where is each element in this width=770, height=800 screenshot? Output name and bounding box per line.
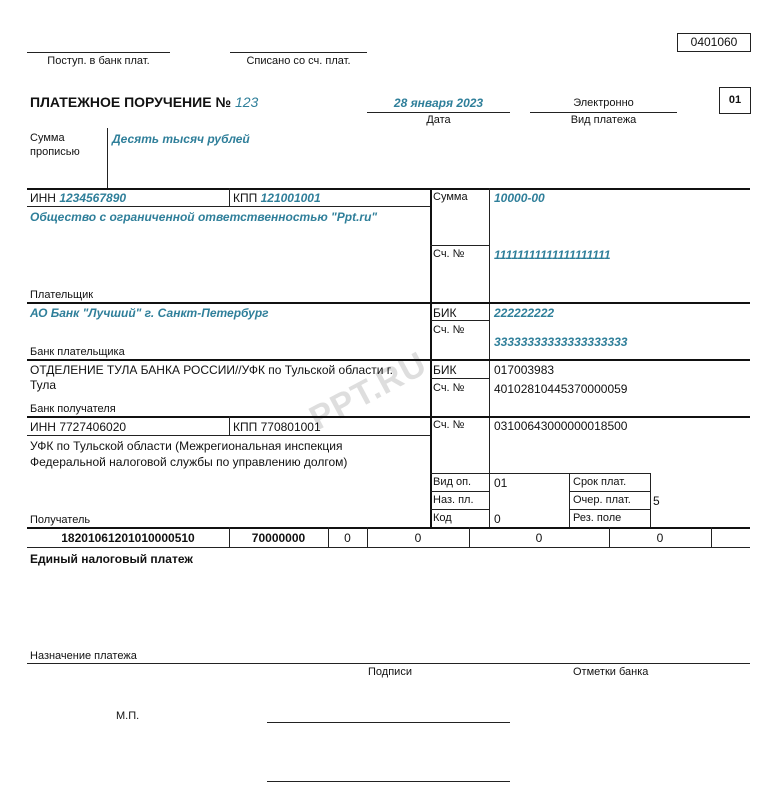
purpose-label: Назначение платежа [30,650,137,662]
ocher-label: Очер. плат. [573,494,631,506]
payee-account: 03100643000000018500 [494,419,628,433]
sum-value: 10000-00 [494,191,545,205]
payer-bank-account: 33333333333333333333 [494,335,628,349]
vid-op-label: Вид оп. [433,476,472,488]
payee-name-1: УФК по Тульской области (Межрегиональная инспекция [30,439,343,453]
payee-bank-name-1: ОТДЕЛЕНИЕ ТУЛА БАНКА РОССИИ//УФК по Тульской области г. [30,363,393,377]
payee-bank-bik-label: БИК [433,363,457,377]
payment-type-label: Вид платежа [570,114,637,126]
payee-label: Получатель [30,514,91,526]
payer-account-label: Сч. № [433,248,465,260]
rez-label: Рез. поле [573,512,622,524]
payer-inn: ИНН 1234567890 [30,191,127,205]
payee-account-label: Сч. № [433,419,465,431]
payer-bank-label: Банк плательщика [30,346,125,358]
signature-line-1 [267,722,510,723]
payer-bank-bik-label: БИК [433,306,457,320]
tax-doc-number: 0 [535,531,543,545]
payee-bank-bik: 017003983 [494,363,555,377]
tax-basis: 0 [344,531,351,545]
srok-label: Срок плат. [573,476,627,488]
bank-marks-label: Отметки банка [573,666,649,678]
date-label: Дата [426,114,451,126]
naz-pl-label: Наз. пл. [433,494,474,506]
payee-bank-label: Банк получателя [30,403,116,415]
tax-doc-date: 0 [656,531,664,545]
amount-words-label-2: прописью [30,146,80,158]
payee-inn: ИНН 7727406020 [30,420,127,434]
order-date: 28 января 2023 [393,96,484,110]
payer-bank-name: АО Банк "Лучший" г. Санкт-Петербург [30,306,269,320]
payee-kpp: КПП 770801001 [233,420,321,434]
amount-words-label-1: Сумма [30,132,65,144]
kod: 0 [494,512,501,526]
received-label: Поступ. в банк плат. [47,55,150,67]
watermark: PPT.RU [303,344,434,438]
sum-label: Сумма [433,191,468,203]
payee-bank-name-2: Тула [30,378,57,392]
stamp-label: М.П. [116,710,140,722]
payee-name-2: Федеральной налоговой службы по управлению долгом) [30,455,348,469]
form-code: 0401060 [677,33,751,52]
kod-label: Код [433,512,452,524]
signatures-label: Подписи [368,666,412,678]
signature-line-2 [267,781,510,782]
amount-words-value: Десять тысяч рублей [112,132,250,146]
oktmo: 70000000 [251,531,306,545]
payer-account: 11111111111111111111 [494,248,611,262]
kbk: 18201061201010000510 [61,531,195,545]
ocher: 5 [653,494,660,508]
tax-period: 0 [414,531,422,545]
payer-kpp: КПП 121001001 [233,191,321,205]
status-code: 01 [719,87,751,114]
payer-bank-bik: 222222222 [494,306,555,320]
page-title: ПЛАТЕЖНОЕ ПОРУЧЕНИЕ № 123 [30,94,259,110]
payment-type: Электронно [573,97,634,109]
payee-bank-account-label: Сч. № [433,382,465,394]
debited-label: Списано со сч. плат. [246,55,351,67]
order-number: 123 [234,94,259,110]
purpose-text: Единый налоговый платеж [30,552,193,566]
payer-bank-account-label: Сч. № [433,324,465,336]
payee-bank-account: 40102810445370000059 [494,382,628,396]
vid-op: 01 [494,476,508,490]
payer-name: Общество с ограниченной ответственностью "Ppt.ru" [30,210,378,224]
payer-label: Плательщик [30,289,94,301]
